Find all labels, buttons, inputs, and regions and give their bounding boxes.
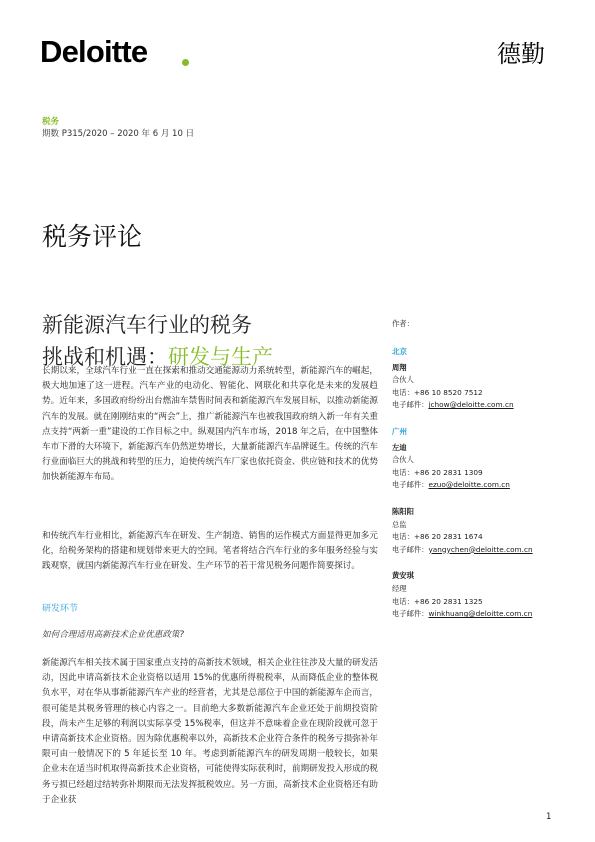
email-label: 电子邮件： — [392, 544, 429, 554]
deloitte-logo-chinese: 德勤 — [497, 40, 545, 68]
contact-email-row — [392, 544, 582, 557]
contact-phone: 电话：+86 20 2831 1309 — [392, 467, 483, 477]
contact-name: 周翔 — [392, 362, 407, 372]
contact-name: 陈阳阳 — [392, 506, 414, 516]
email-link[interactable]: ezuo@deloitte.com.cn — [428, 480, 510, 490]
contact-card — [392, 426, 582, 492]
contact-card — [392, 570, 582, 620]
category-label: 税务 — [42, 117, 60, 127]
authors-sidebar — [392, 319, 582, 635]
contact-phone: 电话：+86 20 2831 1325 — [392, 596, 483, 606]
page-number: 1 — [546, 812, 552, 822]
article-title-line1: 新能源汽车行业的税务 — [42, 313, 252, 337]
contact-email-row — [392, 608, 582, 621]
contact-title: 总监 — [392, 519, 407, 529]
contact-name: 左迪 — [392, 442, 407, 452]
article-title-prefix: 挑战和机遇： — [42, 344, 168, 369]
contact-title: 合伙人 — [392, 375, 414, 385]
contact-card — [392, 346, 582, 412]
section-paragraph: 新能源汽车相关技术属于国家重点支持的高新技术领域，相关企业往往涉及大量的研发活动，因此申请高新技术企业资格以适用 15%的优惠所得税税率，从而降低企业的整体税负水平，对在华从事新能源汽车产业的经营者，尤其是总部位于中国的新能源车企而言，很可能是其税务管理的核心内容之一。目前绝大多数新能源汽车企业还处于前期投资阶段，尚未产生足够的利润以实际享受 15%税率，但这并不意味着企业在现阶段就可忽于申请高新技术企业资格。因为除优惠税率以外，高新技术企业符合条件的税务亏损弥补年限可由一般情况下的 5 年延长至 10 年。考虑到新能源汽车的研发周期一般较长，如果企业未在适当时机取得高新技术企业资格，可能使得实际获利时，前期研发投入形成的税务亏损已经超过结转弥补期限而无法发挥抵税效应。另一方面，高新技术企业资格还有助于企业获 — [42, 658, 378, 805]
authors-label: 作者： — [392, 319, 414, 328]
email-label: 电子邮件： — [392, 400, 429, 410]
city-label: 北京 — [392, 347, 407, 356]
email-link[interactable]: yangychen@deloitte.com.cn — [428, 544, 533, 554]
second-paragraph: 和传统汽车行业相比，新能源汽车在研发、生产制造、销售的运作模式方面显得更加多元化，给税务架构的搭建和规划带来更大的空间。笔者将结合汽车行业的多年服务经验与实践观察，就国内新能源汽车行业在研发、生产环节的若干常见税务问题作简要探讨。 — [42, 531, 378, 572]
contact-email-row — [392, 479, 582, 492]
email-link[interactable]: jchow@deloitte.com.cn — [428, 400, 514, 410]
email-label: 电子邮件： — [392, 609, 429, 619]
contact-phone: 电话：+86 20 2831 1674 — [392, 532, 483, 542]
article-title-accent: 研发与生产 — [168, 344, 273, 369]
logo-green-dot — [182, 59, 189, 66]
contact-phone: 电话：+86 10 8520 7512 — [392, 387, 483, 397]
email-link[interactable]: winkhuang@deloitte.com.cn — [428, 609, 533, 619]
city-label: 广州 — [392, 426, 407, 436]
contact-name: 黄安琪 — [392, 571, 414, 581]
contact-card — [392, 506, 582, 556]
deloitte-logo: Deloitte — [40, 34, 148, 69]
intro-paragraph: 长期以来，全球汽车行业一直在探索和推动交通能源动力系统转型，新能源汽车的崛起，极大地加速了这一进程。汽车产业的电动化、智能化、网联化和共享化是未来的发展趋势。近年来，多国政府纷纷出台燃油车禁售时间表和新能源汽车发展目标，以推动新能源汽车的发展。就在刚刚结束的“两会”上，推广新能源汽车也被我国政府纳入新一年有关重点支持“两新一重”建设的工作目标之中。纵观国内汽车市场，2018 年之后，在中国整体车市下滑的大环境下，新能源汽车仍然逆势增长，大量新能源汽车品牌诞生。传统的汽车行业面临巨大的挑战和转型的压力，迫使传统汽车厂家也依托资金、供应链和技术的优势加快新能源车布局。 — [42, 366, 378, 483]
issue-info: 期数 P315/2020 – 2020 年 6 月 10 日 — [42, 129, 195, 139]
section-heading: 研发环节 — [42, 604, 79, 614]
section-question: 如何合理适用高新技术企业优惠政策? — [42, 630, 185, 640]
contact-title: 合伙人 — [392, 455, 414, 465]
contact-title: 经理 — [392, 583, 407, 593]
contact-email-row — [392, 399, 582, 412]
publication-title: 税务评论 — [42, 222, 143, 251]
email-label: 电子邮件： — [392, 480, 429, 490]
